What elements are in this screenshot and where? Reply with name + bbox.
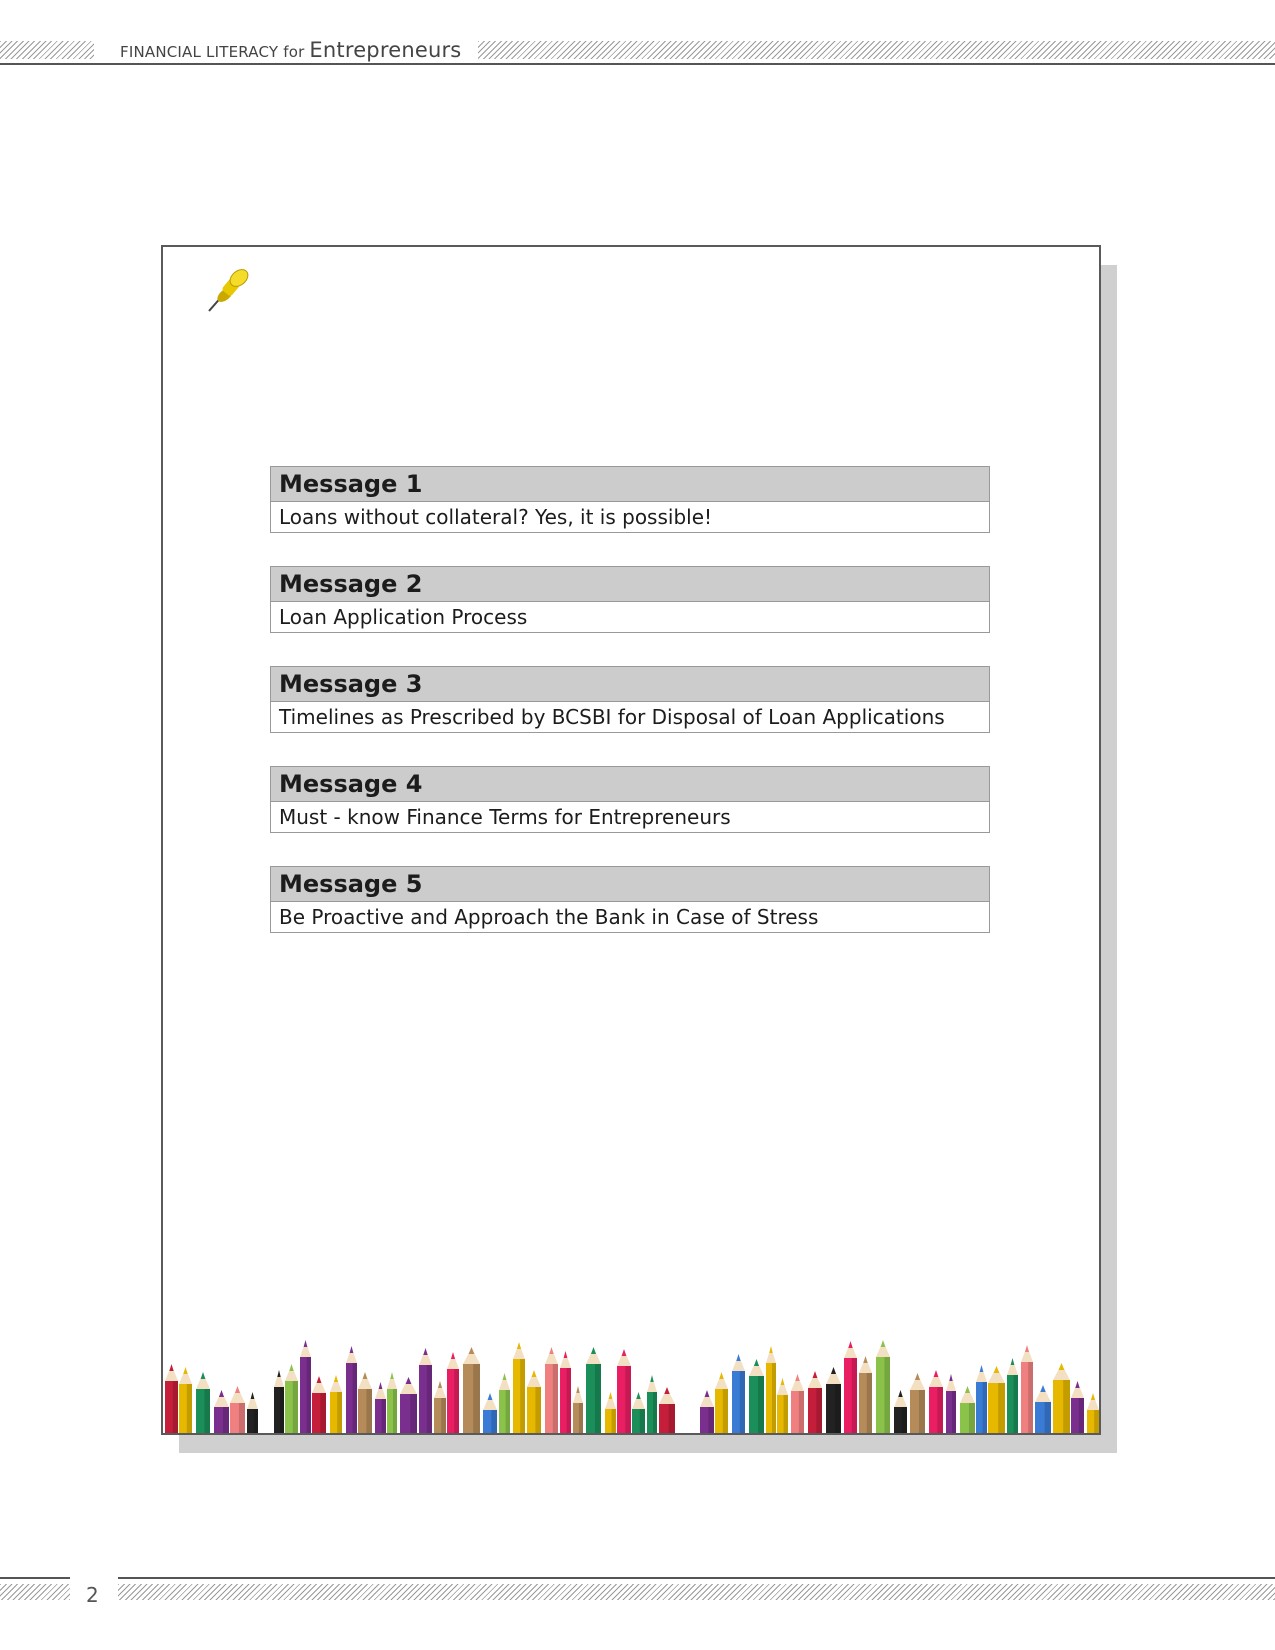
footer-hatch-left xyxy=(0,1584,70,1600)
page-number: 2 xyxy=(86,1583,99,1607)
pencil xyxy=(766,1346,776,1433)
pencil xyxy=(700,1390,714,1433)
message-text: Timelines as Prescribed by BCSBI for Disposal of Loan Applications xyxy=(270,702,990,733)
pencil xyxy=(400,1377,417,1433)
pencil xyxy=(165,1364,178,1433)
pencil xyxy=(929,1370,943,1433)
message-text: Must - know Finance Terms for Entrepreneurs xyxy=(270,802,990,833)
footer-hatch-right xyxy=(118,1584,1275,1600)
pencil xyxy=(274,1370,284,1433)
pencil xyxy=(586,1347,601,1433)
pencil xyxy=(715,1372,728,1433)
message-block-1 xyxy=(270,466,990,533)
pencil xyxy=(419,1348,432,1433)
pencil xyxy=(447,1352,459,1433)
pencil xyxy=(560,1351,571,1433)
message-card xyxy=(161,245,1101,1435)
header-title-big: Entrepreneurs xyxy=(309,38,462,62)
pencil xyxy=(777,1378,788,1433)
message-text: Be Proactive and Approach the Bank in Case of Stress xyxy=(270,902,990,933)
pencil xyxy=(960,1386,975,1433)
header-rule xyxy=(0,63,1275,65)
pencil xyxy=(859,1356,872,1433)
pencil xyxy=(463,1347,480,1433)
pencil xyxy=(499,1373,510,1433)
message-title: Message 4 xyxy=(270,766,990,802)
pencil xyxy=(732,1354,745,1433)
pencil xyxy=(617,1349,631,1433)
pencil xyxy=(573,1386,583,1433)
message-text: Loans without collateral? Yes, it is possible! xyxy=(270,502,990,533)
pencil xyxy=(358,1372,372,1433)
footer-rule xyxy=(0,1577,70,1579)
pencil xyxy=(179,1367,192,1433)
pencil xyxy=(483,1393,497,1433)
pencil xyxy=(230,1386,245,1433)
pencil xyxy=(1053,1363,1070,1433)
message-block-3 xyxy=(270,666,990,733)
pencil xyxy=(527,1370,541,1433)
pencil xyxy=(876,1340,890,1433)
header-hatch-right xyxy=(478,41,1275,59)
pencil xyxy=(791,1374,804,1433)
footer-rule-right xyxy=(118,1577,1275,1579)
pencil xyxy=(1087,1393,1099,1433)
pencil xyxy=(808,1371,822,1433)
pencil xyxy=(196,1372,210,1433)
pencil xyxy=(312,1376,326,1433)
colored-pencils-border xyxy=(163,1323,1099,1433)
message-block-5 xyxy=(270,866,990,933)
pencil xyxy=(330,1375,342,1433)
message-title: Message 2 xyxy=(270,566,990,602)
message-title: Message 3 xyxy=(270,666,990,702)
pencil xyxy=(545,1347,558,1433)
pencil xyxy=(513,1342,525,1433)
pencil xyxy=(659,1387,675,1433)
pencil xyxy=(826,1367,841,1433)
pencil xyxy=(749,1359,764,1433)
pencil xyxy=(894,1390,907,1433)
pencil xyxy=(632,1392,645,1433)
pencil xyxy=(214,1390,229,1433)
pencil xyxy=(605,1392,616,1433)
pencil xyxy=(387,1372,397,1433)
message-text: Loan Application Process xyxy=(270,602,990,633)
pencil xyxy=(647,1375,657,1433)
message-block-2 xyxy=(270,566,990,633)
message-block-4 xyxy=(270,766,990,833)
pencil xyxy=(1035,1385,1051,1433)
header-title xyxy=(120,38,461,62)
pencil xyxy=(434,1381,446,1433)
pencil xyxy=(285,1364,298,1433)
pencil xyxy=(976,1365,987,1433)
pencil xyxy=(1071,1381,1084,1433)
pencil xyxy=(375,1382,386,1433)
pencil xyxy=(1021,1345,1033,1433)
header-hatch-left xyxy=(0,41,94,59)
message-title: Message 1 xyxy=(270,466,990,502)
pencil xyxy=(844,1341,857,1433)
pencil xyxy=(346,1346,357,1433)
pencil xyxy=(988,1366,1005,1433)
header-title-small: FINANCIAL LITERACY for xyxy=(120,43,305,61)
pencil xyxy=(247,1392,258,1433)
pencil xyxy=(946,1374,956,1433)
pencil xyxy=(910,1373,925,1433)
message-title: Message 5 xyxy=(270,866,990,902)
pencil xyxy=(300,1340,311,1433)
pushpin-icon xyxy=(203,265,253,315)
pencil xyxy=(1007,1358,1018,1433)
